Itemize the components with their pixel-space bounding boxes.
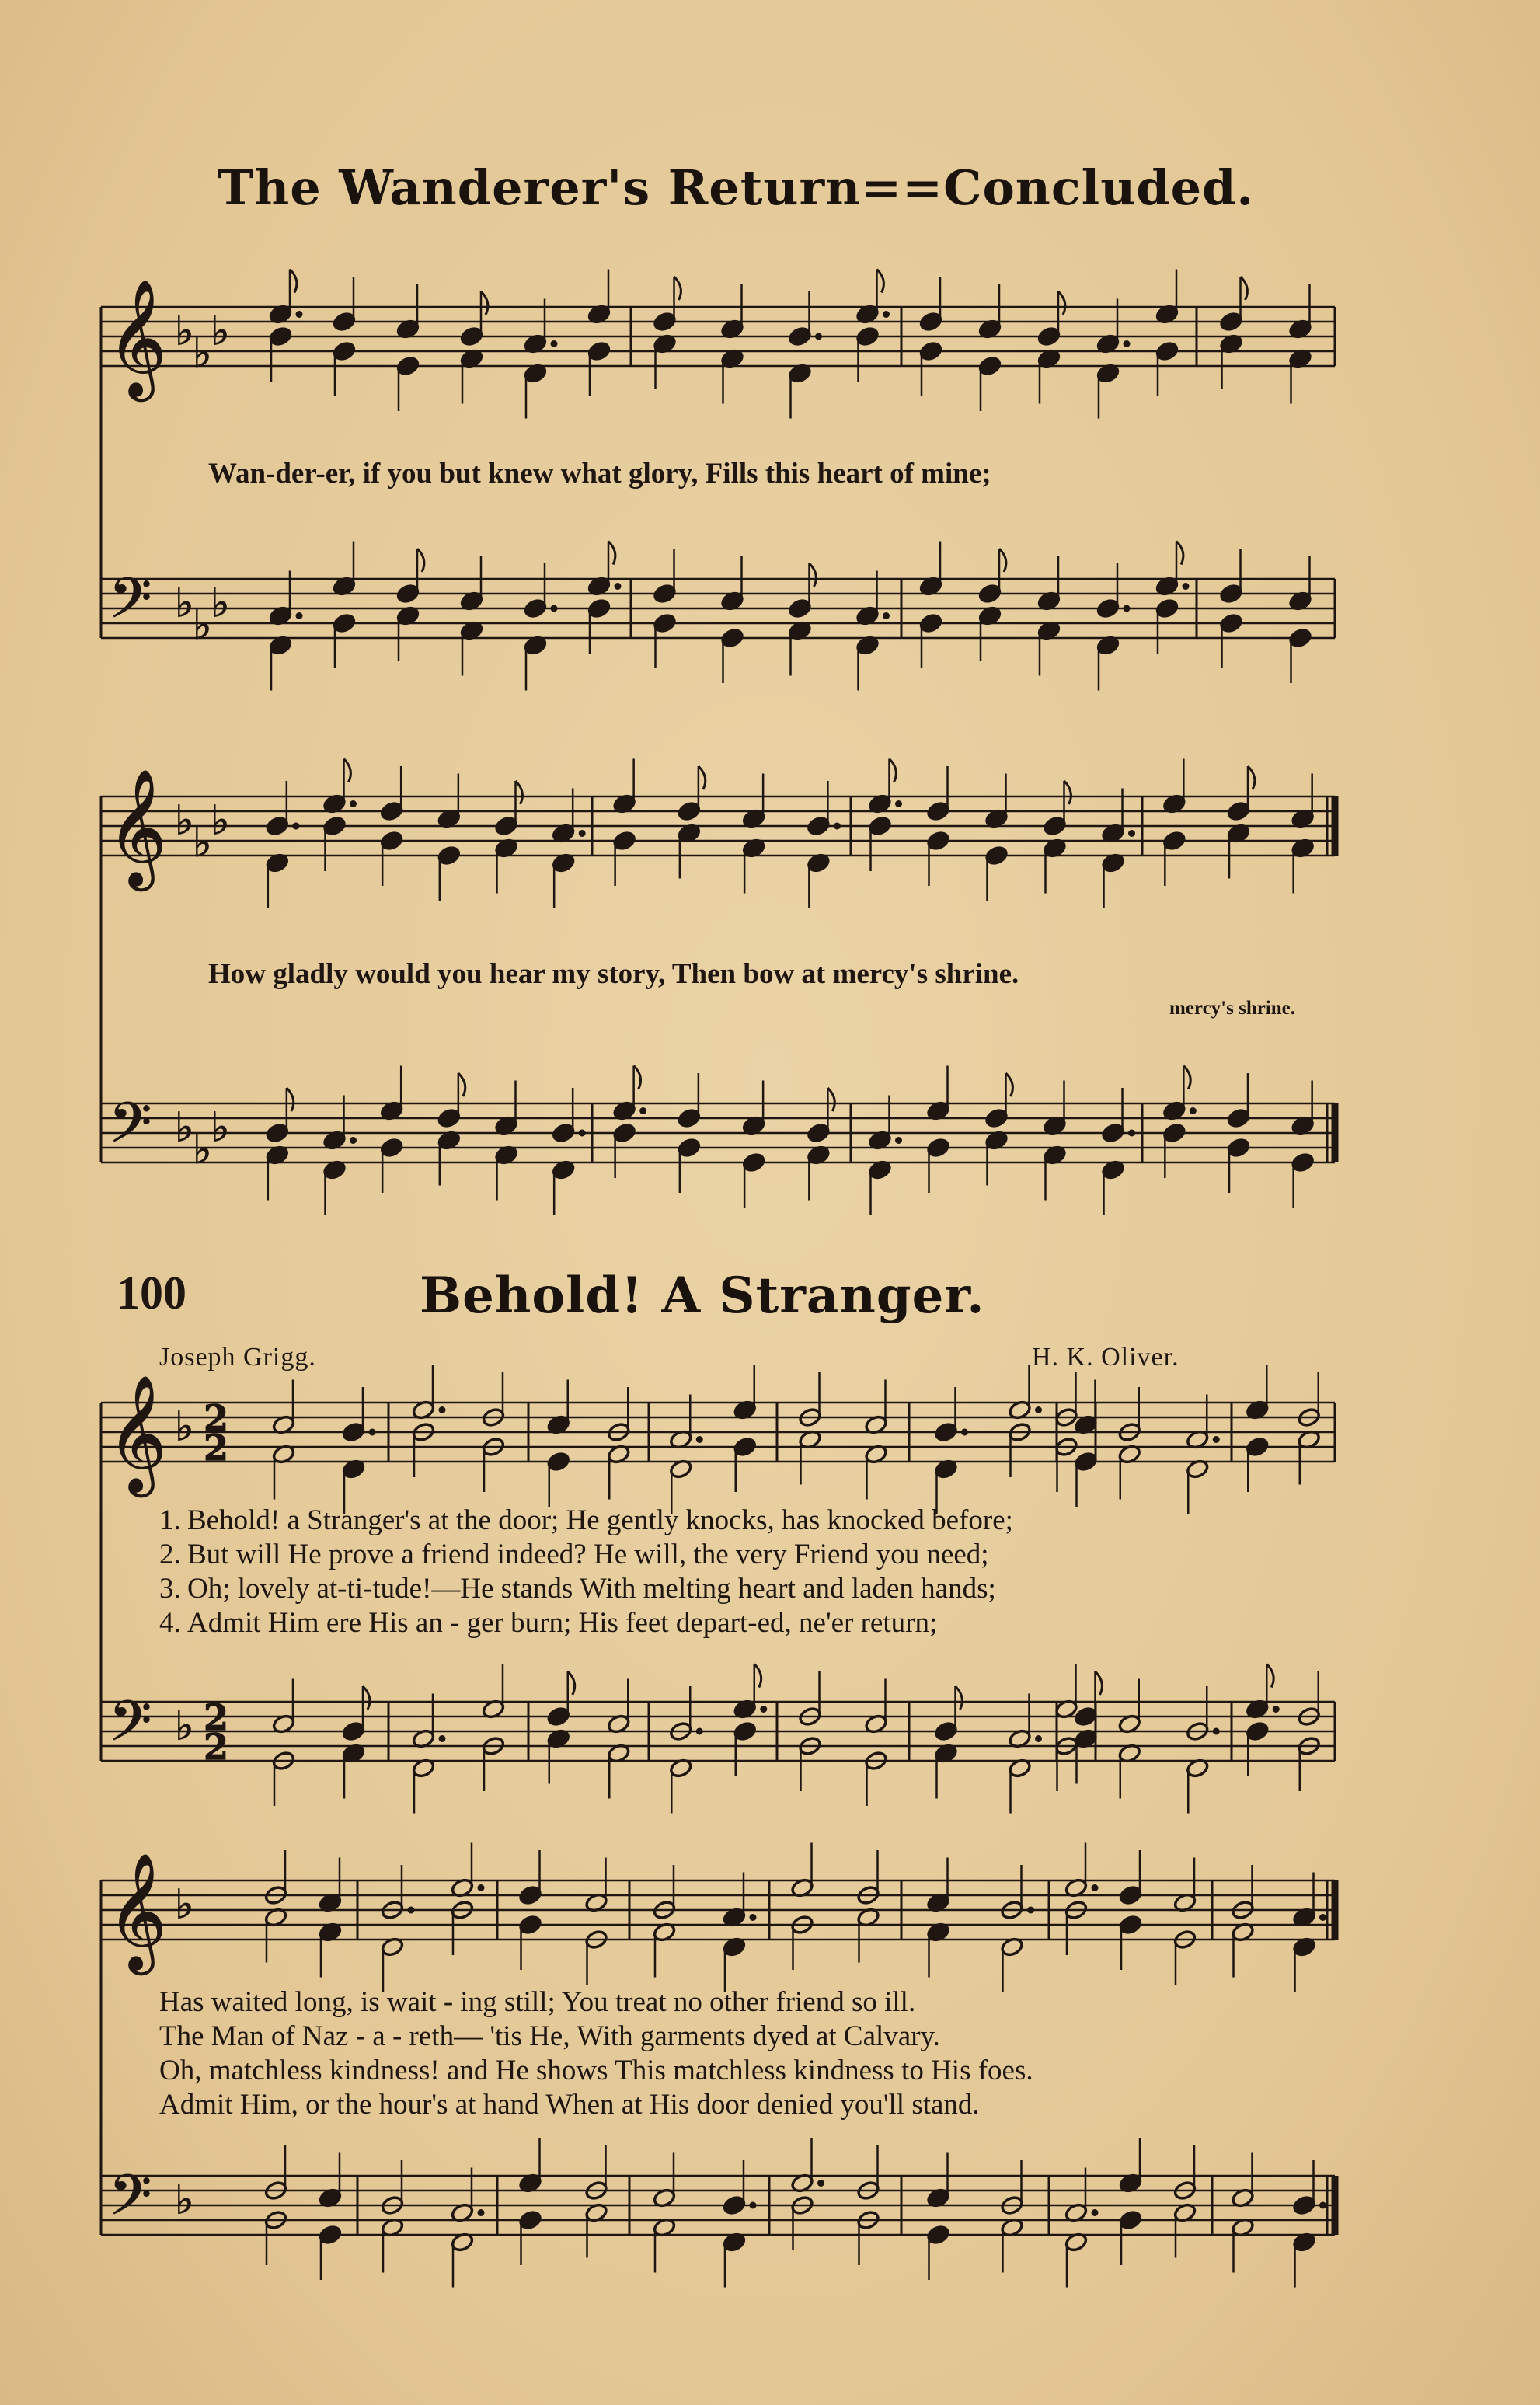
svg-text:𝄞: 𝄞 bbox=[107, 1374, 167, 1492]
svg-text:♭: ♭ bbox=[175, 580, 194, 627]
verse-line: 4. Admit Him ere His an - ger burn; His feet depart-ed, ne'er return; bbox=[159, 1607, 938, 1639]
verse-line: 1. Behold! a Stranger's at the door; He gently knocks, has knocked before; bbox=[159, 1504, 1013, 1536]
staff-lines bbox=[101, 307, 1335, 2235]
svg-text:♭: ♭ bbox=[193, 329, 212, 377]
svg-text:♭: ♭ bbox=[175, 1703, 194, 1750]
svg-text:2: 2 bbox=[204, 1696, 229, 1738]
svg-text:♭: ♭ bbox=[211, 308, 230, 355]
svg-text:♭: ♭ bbox=[175, 1104, 194, 1152]
svg-text:♭: ♭ bbox=[193, 601, 212, 649]
author-credit: Joseph Grigg. bbox=[159, 1343, 316, 1372]
verse-line: The Man of Naz - a - reth— 'tis He, With garments dyed at Calvary. bbox=[159, 2020, 940, 2052]
svg-text:♭: ♭ bbox=[175, 797, 194, 845]
verse-line: Oh, matchless kindness! and He shows This matchless kindness to His foes. bbox=[159, 2055, 1033, 2086]
svg-text:♭: ♭ bbox=[211, 797, 230, 845]
lyric-line: How gladly would you hear my story, Then bow at mercy's shrine. bbox=[208, 958, 1019, 990]
verse-line: 3. Oh; lovely at-ti-tude!—He stands With melting heart and laden hands; bbox=[159, 1573, 996, 1605]
notes bbox=[263, 270, 1326, 2288]
hymn-title: Behold! A Stranger. bbox=[420, 1267, 985, 1325]
svg-text:𝄞: 𝄞 bbox=[107, 1852, 167, 1970]
svg-text:𝄢: 𝄢 bbox=[109, 566, 152, 644]
svg-text:𝄢: 𝄢 bbox=[109, 1689, 152, 1767]
hymn-number: 100 bbox=[117, 1267, 186, 1319]
continued-hymn-title: The Wanderer's Return==Concluded. bbox=[218, 159, 1255, 216]
svg-text:2: 2 bbox=[204, 1397, 229, 1439]
verse-line: 2. But will He prove a friend indeed? He will, the very Friend you need; bbox=[159, 1539, 989, 1570]
verse-line: Has waited long, is wait - ing still; You treat no other friend so ill. bbox=[159, 1986, 916, 2018]
svg-text:2: 2 bbox=[204, 1427, 229, 1469]
svg-text:♭: ♭ bbox=[211, 1104, 230, 1152]
svg-text:♭: ♭ bbox=[175, 2177, 194, 2224]
svg-text:♭: ♭ bbox=[175, 1403, 194, 1451]
svg-text:𝄢: 𝄢 bbox=[109, 2163, 152, 2241]
svg-text:𝄞: 𝄞 bbox=[107, 768, 167, 886]
svg-text:2: 2 bbox=[204, 1726, 229, 1768]
verse-line: Admit Him, or the hour's at hand When at His door denied you'll stand. bbox=[159, 2089, 980, 2121]
svg-text:𝄢: 𝄢 bbox=[109, 1091, 152, 1169]
repeat-lyric-label: mercy's shrine. bbox=[1169, 998, 1296, 1019]
clefs bbox=[107, 278, 230, 2241]
svg-text:♭: ♭ bbox=[193, 1126, 212, 1173]
svg-text:♭: ♭ bbox=[175, 1881, 194, 1929]
svg-text:𝄞: 𝄞 bbox=[107, 278, 167, 396]
svg-text:♭: ♭ bbox=[193, 819, 212, 866]
bar-lines bbox=[101, 307, 1335, 2235]
lyric-line: Wan-der-er, if you but knew what glory, Fills this heart of mine; bbox=[208, 458, 991, 490]
svg-text:♭: ♭ bbox=[175, 308, 194, 355]
svg-text:♭: ♭ bbox=[211, 580, 230, 627]
composer-credit: H. K. Oliver. bbox=[1032, 1343, 1179, 1372]
